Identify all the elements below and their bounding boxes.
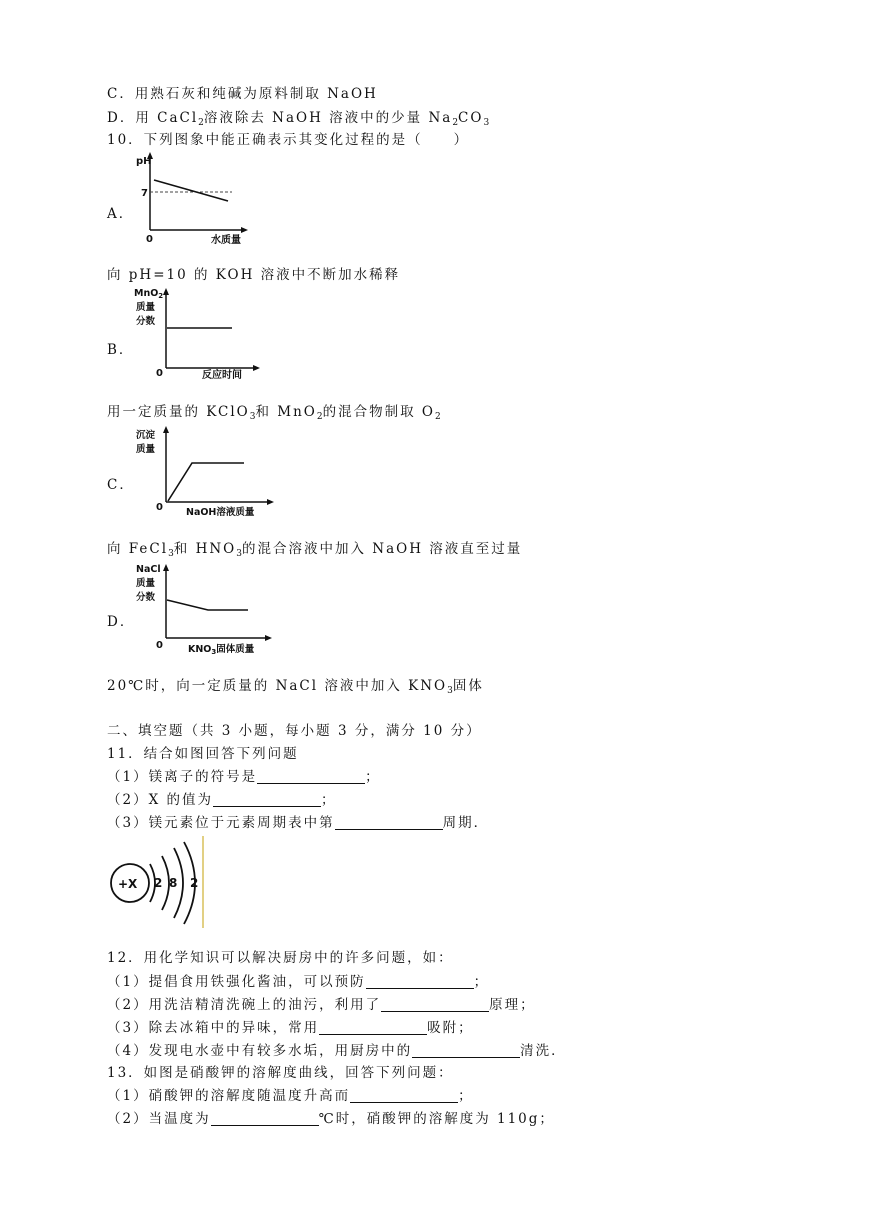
graph-c: [130, 422, 290, 522]
q11-part-1: （1）镁离子的符号是 ；: [107, 769, 381, 785]
graph-b-origin: 0: [156, 368, 163, 379]
atom-shell-3-count: 2: [190, 876, 199, 890]
question-11: 11．结合如图回答下列问题: [107, 746, 299, 762]
graph-a-origin: 0: [146, 234, 153, 245]
q13-part-2: （2）当温度为 ℃时，硝酸钾的溶解度为 110g；: [107, 1111, 555, 1127]
graph-b-y-label-3: 分数: [136, 316, 156, 327]
graph-b-y-label-1: MnO$_2$: [134, 288, 164, 300]
graph-d-caption: 20℃时，向一定质量的 NaCl 溶液中加入 $KNO_3$固体: [107, 678, 484, 696]
q13-1-blank[interactable]: [350, 1088, 458, 1103]
graph-a-y-label: pH: [136, 156, 152, 167]
q12-3-blank[interactable]: [319, 1020, 427, 1035]
graph-d-y-label-2: 质量: [136, 578, 156, 589]
graph-c-label[interactable]: C．: [107, 477, 135, 493]
question-10: 10．下列图象中能正确表示其变化过程的是（ ）: [107, 132, 470, 148]
q12-part-2: （2）用洗洁精清洗碗上的油污，利用了 原理；: [107, 997, 536, 1013]
q11-part-3: （3）镁元素位于元素周期表中第 周期．: [107, 815, 490, 831]
q12-1-blank[interactable]: [366, 974, 474, 989]
q12-part-4: （4）发现电水壶中有较多水垢，用厨房中的 清洗．: [107, 1043, 567, 1059]
q12-part-3: （3）除去冰箱中的异味，常用 吸附；: [107, 1020, 474, 1036]
graph-c-origin: 0: [156, 502, 163, 513]
graph-a: [128, 150, 258, 248]
q12-part-1: （1）提倡食用铁强化酱油，可以预防 ；: [107, 974, 490, 990]
graph-a-caption: 向 pH=10 的 KOH 溶液中不断加水稀释: [107, 267, 401, 283]
atom-nucleus-label: +X: [118, 877, 138, 891]
atom-structure-diagram: [106, 834, 210, 930]
q12-2-blank[interactable]: [381, 997, 489, 1012]
graph-a-label[interactable]: A．: [107, 206, 135, 222]
section-2-heading: 二、填空题（共 3 小题，每小题 3 分，满分 10 分）: [107, 723, 482, 739]
q13-part-1: （1）硝酸钾的溶解度随温度升高而 ；: [107, 1088, 474, 1104]
graph-a-ref-label: 7: [141, 188, 148, 199]
atom-shell-1-count: 2: [154, 876, 163, 890]
graph-b: [130, 284, 270, 384]
q11-1-blank[interactable]: [257, 769, 365, 784]
question-13: 13．如图是硝酸钾的溶解度曲线，回答下列问题：: [107, 1065, 454, 1081]
q11-part-2: （2）X 的值为 ；: [107, 792, 337, 808]
q11-3-blank[interactable]: [335, 815, 443, 830]
graph-c-x-label: NaOH溶液质量: [186, 507, 255, 518]
q13-2-blank[interactable]: [211, 1111, 319, 1126]
graph-d-label[interactable]: D．: [107, 614, 136, 630]
atom-shell-2-count: 8: [169, 876, 178, 890]
graph-d-x-label: $KNO_3$固体质量: [188, 644, 255, 656]
graph-d-y-label-3: 分数: [136, 592, 156, 603]
graph-d: [130, 560, 290, 660]
graph-c-y-label-2: 质量: [136, 444, 156, 455]
q12-4-blank[interactable]: [412, 1043, 520, 1058]
question-12: 12．用化学知识可以解决厨房中的许多问题，如：: [107, 950, 454, 966]
graph-a-x-label: 水质量: [211, 235, 241, 246]
graph-c-caption: 向 FeCl$_3$和 $HNO_3$的混合溶液中加入 NaOH 溶液直至过量: [107, 541, 523, 559]
graph-b-y-label-2: 质量: [136, 302, 156, 313]
option-d-text: D．用 CaCl$_2$溶液除去 NaOH 溶液中的少量 $Na_2CO_3$: [107, 110, 490, 128]
graph-d-y-label-1: NaCl: [136, 564, 161, 575]
q11-2-blank[interactable]: [213, 792, 321, 807]
graph-b-x-label: 反应时间: [202, 370, 242, 381]
graph-b-caption: 用一定质量的 KClO$_3$和 MnO$_2$的混合物制取 $O_2$: [107, 404, 441, 422]
graph-b-label[interactable]: B．: [107, 342, 135, 358]
graph-d-origin: 0: [156, 640, 163, 651]
option-c-text: C．用熟石灰和纯碱为原料制取 NaOH: [107, 86, 378, 102]
graph-c-y-label-1: 沉淀: [136, 430, 156, 441]
